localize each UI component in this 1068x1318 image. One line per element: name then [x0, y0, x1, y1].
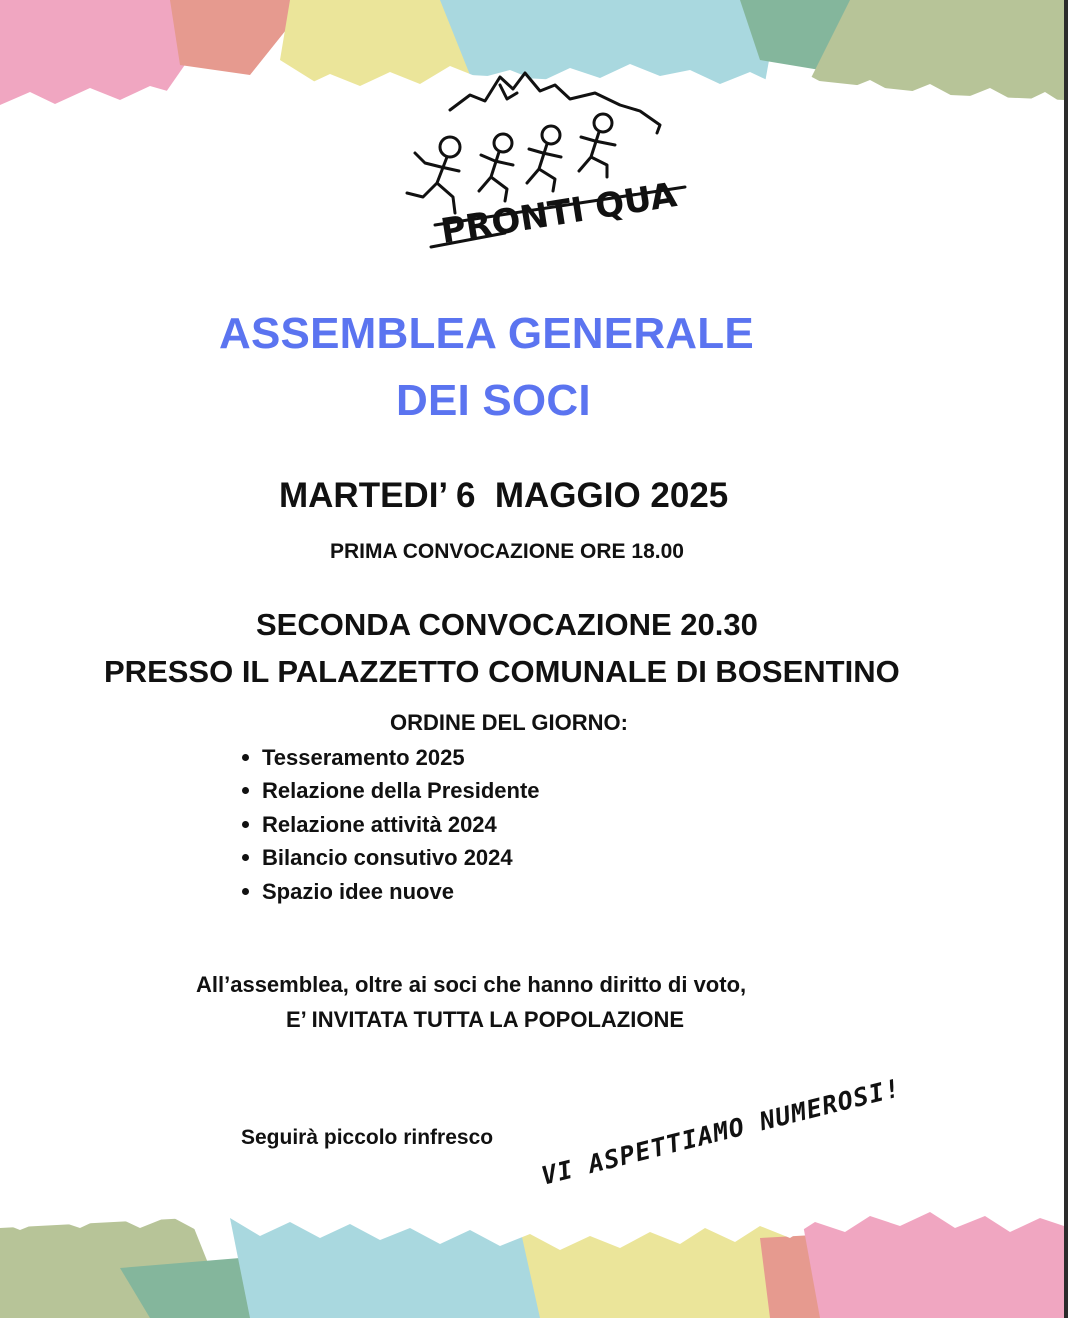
bullet-icon	[242, 754, 249, 761]
agenda-item: Tesseramento 2025	[240, 741, 540, 774]
agenda-item: Spazio idee nuove	[240, 875, 540, 908]
agenda-heading: ORDINE DEL GIORNO:	[390, 710, 628, 735]
venue: PRESSO IL PALAZZETTO COMUNALE DI BOSENTINO	[104, 654, 900, 689]
bullet-icon	[242, 787, 249, 794]
agenda-item: Bilancio consutivo 2024	[240, 841, 540, 874]
bullet-icon	[242, 821, 249, 828]
pronti-qua-logo	[395, 65, 695, 265]
invitation-line-1: All’assemblea, oltre ai soci che hanno diritto di voto,	[196, 972, 747, 997]
title-line-1: ASSEMBLEA GENERALE	[219, 309, 754, 358]
logo-text: PRONTI QUA	[438, 175, 680, 252]
meeting-date: MARTEDI’ 6 MAGGIO 2025	[279, 476, 729, 515]
window-edge	[1064, 0, 1068, 1318]
slogan: VI ASPETTIAMO NUMEROSI!	[538, 1073, 904, 1191]
refreshment-note: Seguirà piccolo rinfresco	[241, 1126, 494, 1149]
bottom-color-band	[0, 1198, 1064, 1318]
invitation-line-2: E’ INVITATA TUTTA LA POPOLAZIONE	[286, 1007, 685, 1032]
agenda-list	[240, 741, 540, 908]
bullet-icon	[242, 888, 249, 895]
second-call-time: SECONDA CONVOCAZIONE 20.30	[256, 607, 758, 642]
agenda-item: Relazione della Presidente	[240, 774, 540, 807]
agenda-item: Relazione attività 2024	[240, 808, 540, 841]
title-line-2: DEI SOCI	[396, 376, 591, 425]
bullet-icon	[242, 854, 249, 861]
first-call-time: PRIMA CONVOCAZIONE ORE 18.00	[330, 540, 684, 563]
